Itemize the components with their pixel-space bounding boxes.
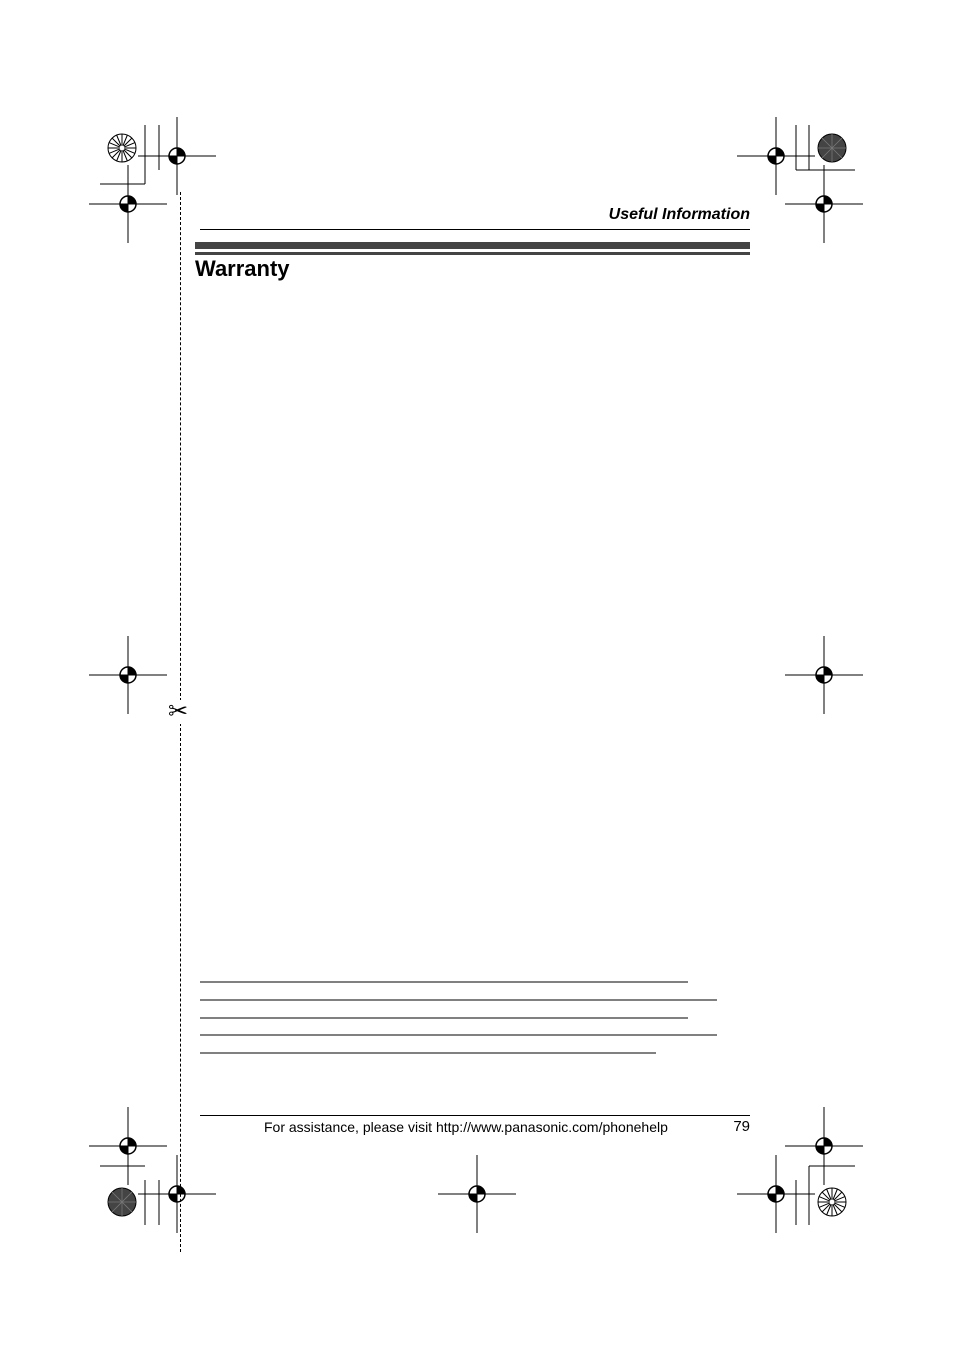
registration-mark-icon [138,117,216,195]
assistance-text: For assistance, please visit http://www.panasonic.com/phonehelp [264,1119,668,1135]
registration-mark-icon [89,165,167,243]
footer-rule [200,1115,750,1116]
registration-mark-icon [438,1155,516,1233]
crop-lines [100,125,855,1225]
blank-lines [200,982,717,1053]
registration-mark-icon [138,1155,216,1233]
section-label: Useful Information [608,206,750,223]
page-title: Warranty [195,256,290,281]
registration-mark-icon [737,117,815,195]
color-target-icon [108,134,136,162]
color-target-icon [818,134,846,162]
registration-mark-icon [737,1155,815,1233]
color-target-icon [108,1188,136,1216]
heading-bar [195,242,750,249]
heading-bar-thin [195,252,750,255]
registration-mark-icon [89,636,167,714]
registration-mark-icon [89,1107,167,1185]
registration-mark-icon [785,636,863,714]
registration-mark-icon [785,1107,863,1185]
scissors-icon: ✂ [168,698,189,725]
header-rule [200,229,750,230]
color-target-icon [818,1188,846,1216]
registration-mark-icon [785,165,863,243]
page-number: 79 [733,1118,750,1135]
